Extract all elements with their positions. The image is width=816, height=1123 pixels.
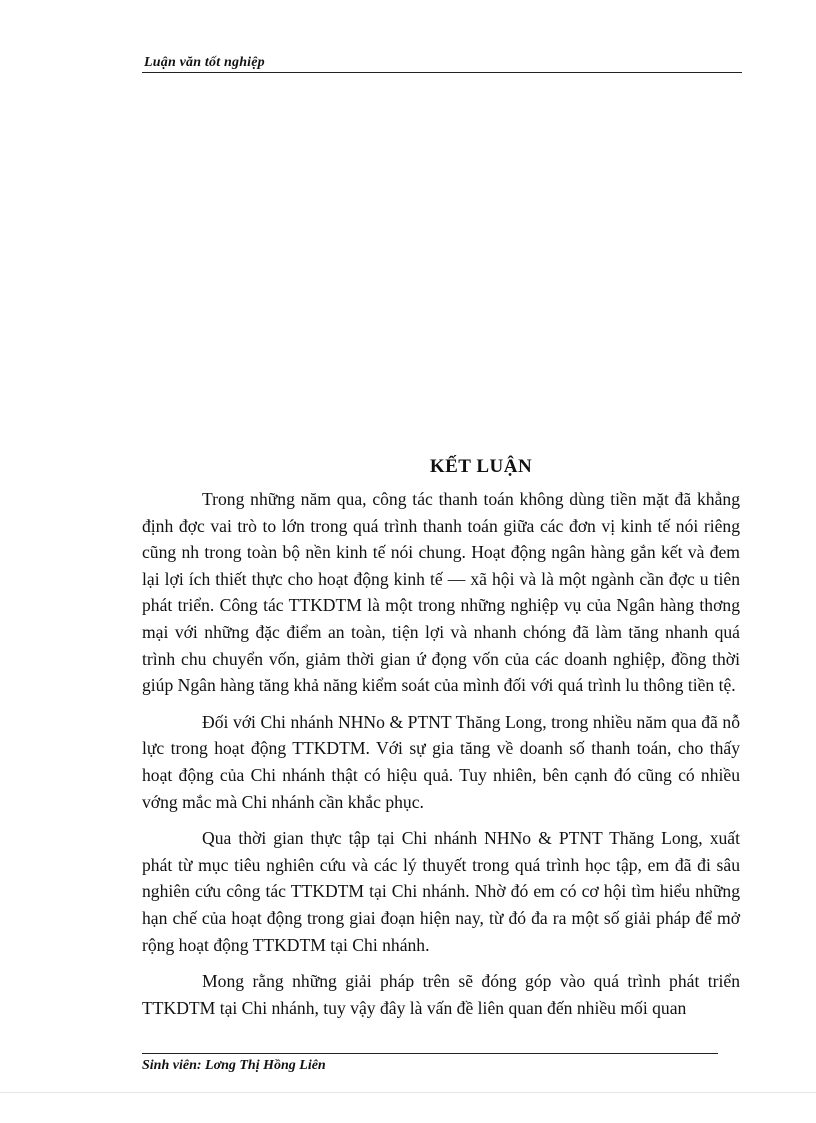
footer-divider (142, 1053, 718, 1054)
paragraph-1: Trong những năm qua, công tác thanh toán không dùng tiền mặt đã khẳng định đợc vai trò to lớn trong quá trình thanh toán giữa các đơn vị kinh tế nói riêng cũng nh trong toàn bộ nền kinh tế nói chung. Hoạt động ngân hàng gắn kết và đem lại lợi ích thiết thực cho hoạt động kinh tế — xã hội và là một ngành cần đợc u tiên phát triển. Công tác TTKDTM là một trong những nghiệp vụ của Ngân hàng thơng mại với những đặc điểm an toàn, tiện lợi và nhanh chóng đã làm tăng nhanh quá trình chu chuyển vốn, giảm thời gian ứ đọng vốn của các doanh nghiệp, đồng thời giúp Ngân hàng tăng khả năng kiểm soát của mình đối với quá trình lu thông tiền tệ. (142, 489, 740, 696)
paragraph-3: Qua thời gian thực tập tại Chi nhánh NHNo & PTNT Thăng Long, xuất phát từ mục tiêu nghiên cứu và các lý thuyết trong quá trình học tập, em đã đi sâu nghiên cứu công tác TTKDTM tại Chi nhánh. Nhờ đó em có cơ hội tìm hiểu những hạn chế của hoạt động trong giai đoạn hiện nay, từ đó đa ra một số giải pháp để mở rộng hoạt động TTKDTM tại Chi nhánh. (142, 828, 740, 955)
header-title: Luận văn tốt nghiệp (144, 55, 265, 70)
section-heading: KẾT LUẬN (429, 456, 533, 477)
paragraph-2: Đối với Chi nhánh NHNo & PTNT Thăng Long, trong nhiều năm qua đã nỗ lực trong hoạt động TTKDTM. Với sự gia tăng về doanh số thanh toán, cho thấy hoạt động của Chi nhánh thật có hiệu quả. Tuy nhiên, bên cạnh đó cũng có nhiều vớng mắc mà Chi nhánh cần khắc phục. (142, 711, 740, 812)
page-bottom-edge (0, 1092, 816, 1093)
paragraph-4: Mong rằng những giải pháp trên sẽ đóng góp vào quá trình phát triển TTKDTM tại Chi nhánh, tuy vậy đây là vấn đề liên quan đến nhiều mối quan (142, 971, 740, 1018)
document-body (142, 486, 740, 1021)
page-header (142, 52, 742, 73)
footer-student: Sinh viên: Lơng Thị Hồng Liên (142, 1058, 326, 1073)
